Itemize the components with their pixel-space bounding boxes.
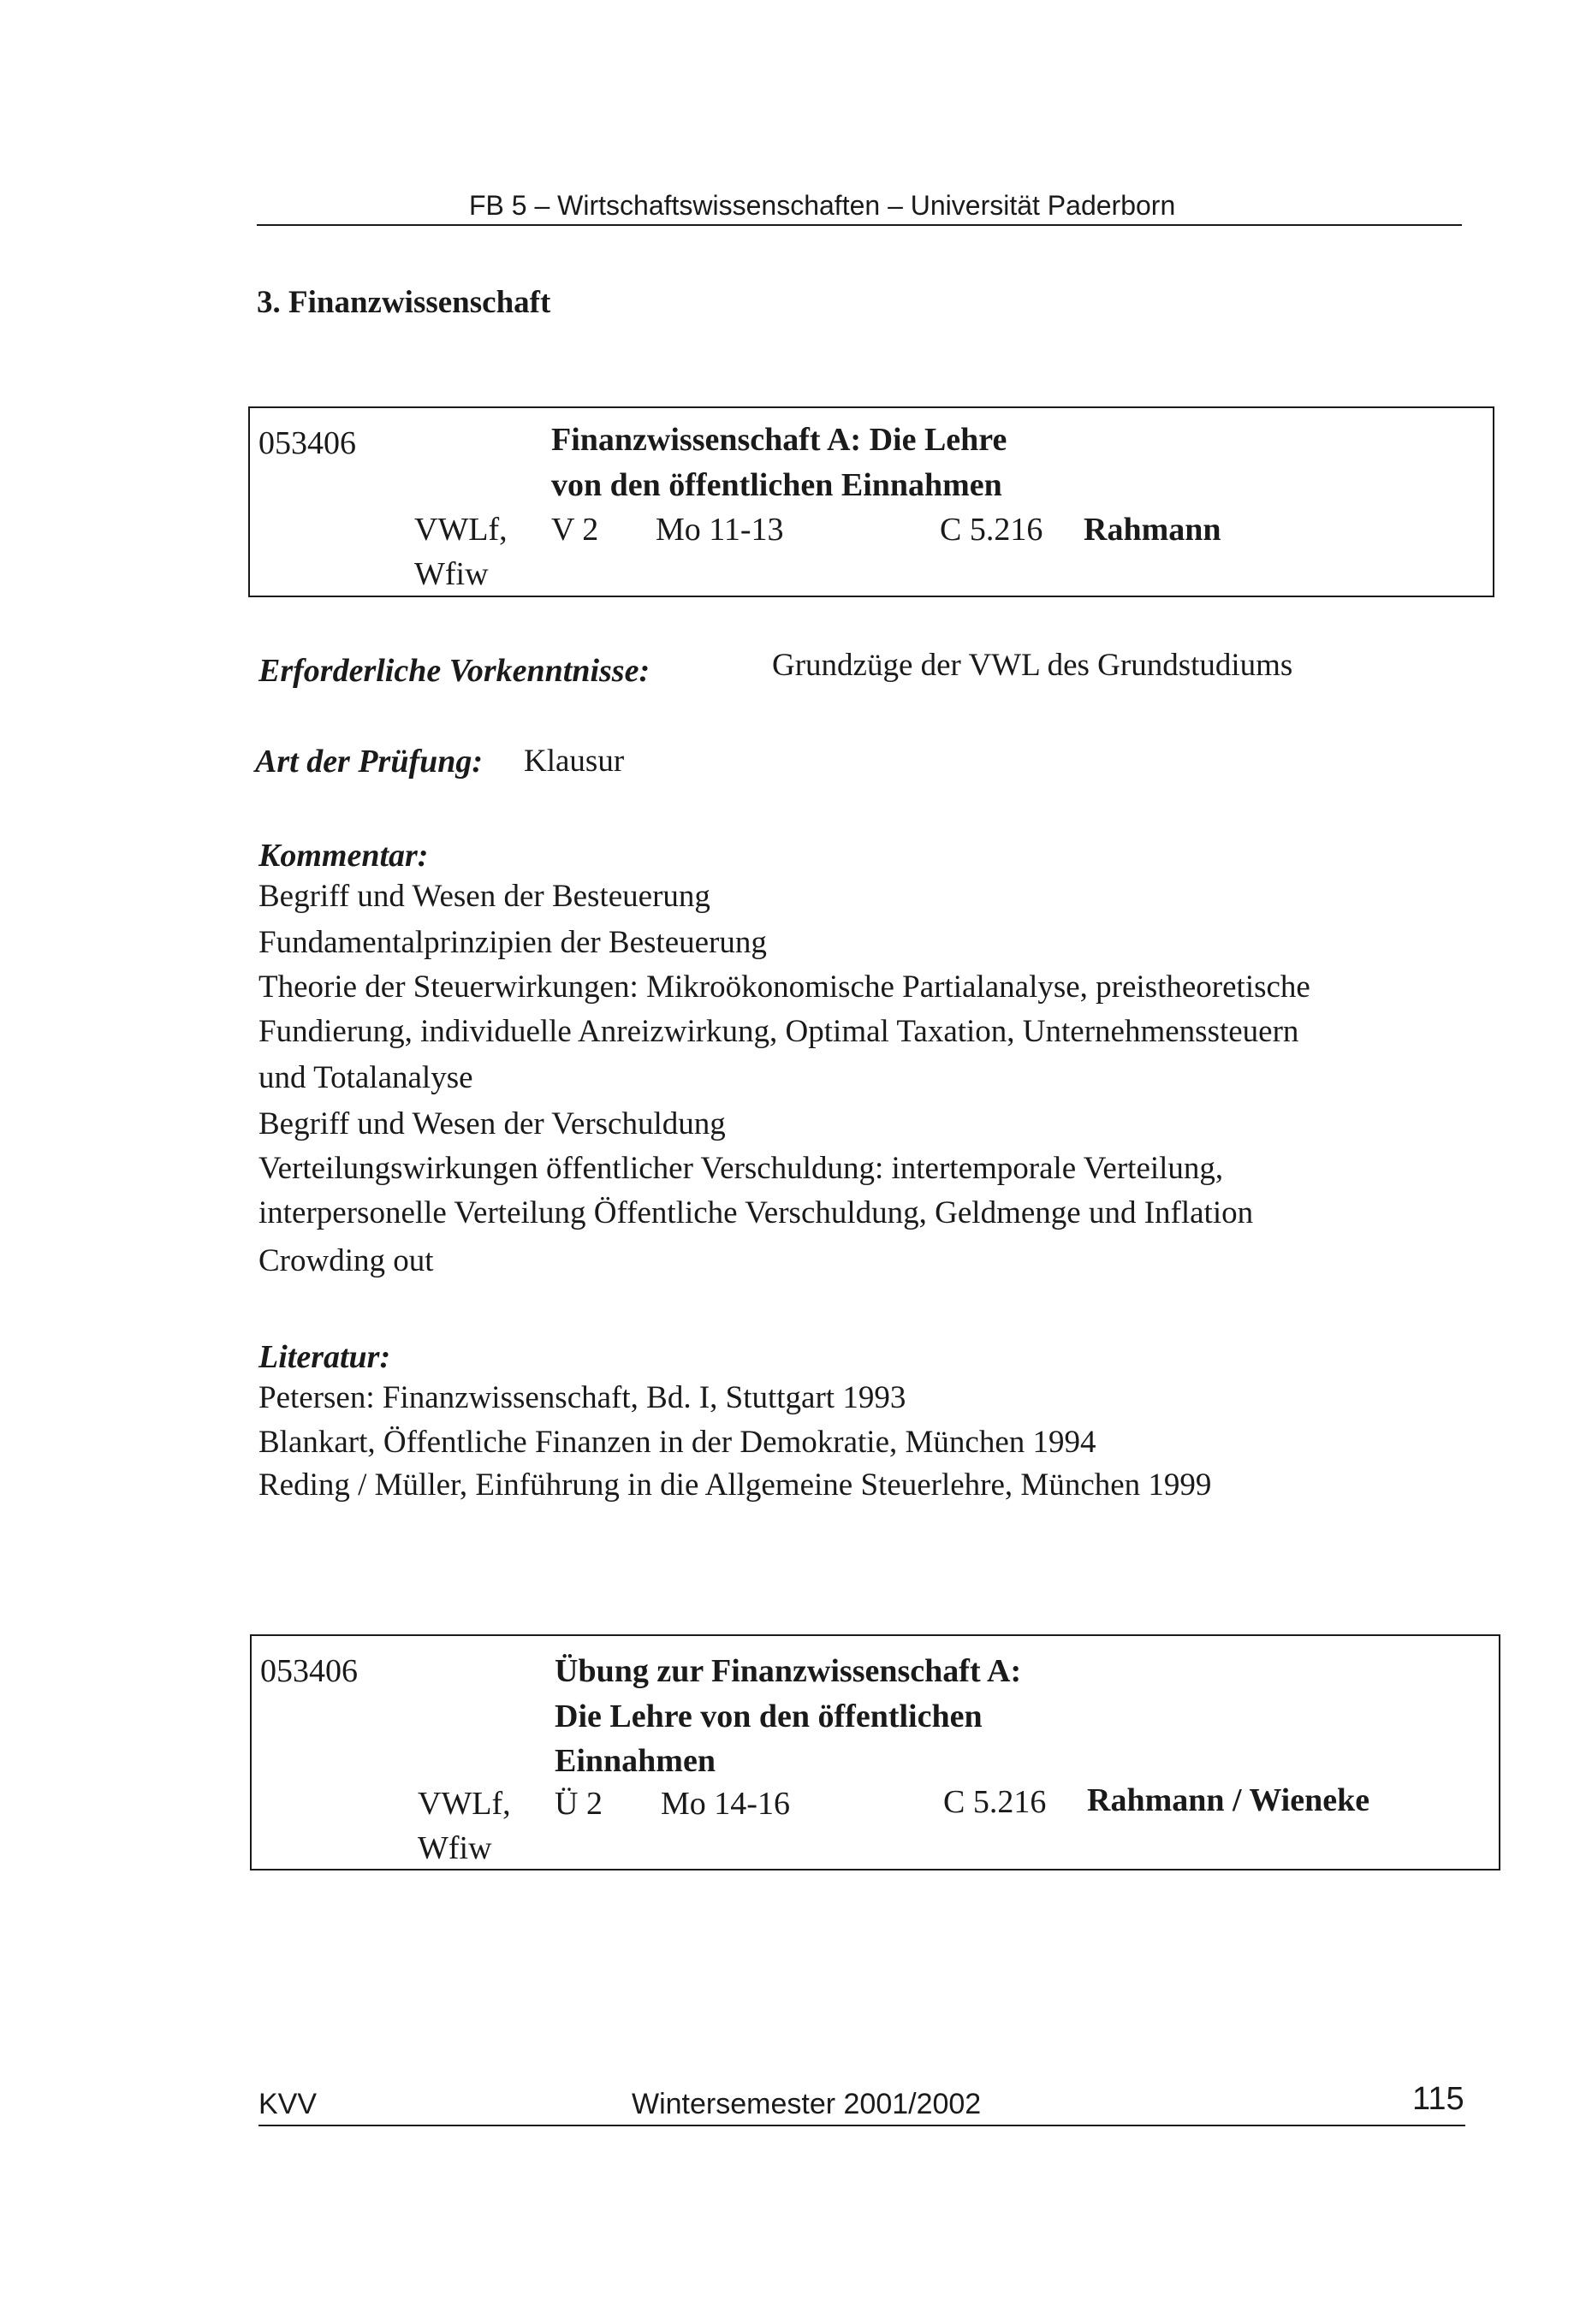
commentary-label: Kommentar: — [258, 838, 429, 874]
course-title-line: Einnahmen — [555, 1743, 716, 1779]
course-program: Wfiw — [414, 556, 489, 592]
commentary-line: Fundierung, individuelle Anreizwirkung, Optimal Taxation, Unternehmenssteuern — [258, 1014, 1299, 1049]
course-number: 053406 — [260, 1653, 358, 1689]
commentary-line: und Totalanalyse — [258, 1060, 473, 1095]
literature-label: Literatur: — [258, 1339, 391, 1375]
commentary-line: Begriff und Wesen der Verschuldung — [258, 1106, 726, 1141]
page-number: 115 — [1412, 2081, 1464, 2117]
course-type: V 2 — [551, 512, 599, 548]
header-rule — [257, 224, 1462, 226]
course-number: 053406 — [258, 425, 356, 461]
course-title-line: Die Lehre von den öffentlichen — [555, 1699, 983, 1734]
course-room: C 5.216 — [940, 512, 1043, 548]
page-header: FB 5 – Wirtschaftswissenschaften – Universität Paderborn — [469, 190, 1176, 221]
course-program: Wfiw — [418, 1830, 492, 1866]
course-box-lecture — [248, 406, 1494, 597]
commentary-line: Verteilungswirkungen öffentlicher Verschuldung: intertemporale Verteilung, — [258, 1151, 1224, 1186]
commentary-line: Theorie der Steuerwirkungen: Mikroökonomische Partialanalyse, preistheoretische — [258, 969, 1310, 1005]
course-title-line: von den öffentlichen Einnahmen — [551, 467, 1002, 503]
footer-semester: Wintersemester 2001/2002 — [632, 2088, 982, 2120]
commentary-line: interpersonelle Verteilung Öffentliche Verschuldung, Geldmenge und Inflation — [258, 1195, 1254, 1230]
commentary-line: Crowding out — [258, 1243, 434, 1278]
section-heading: 3. Finanzwissenschaft — [257, 285, 551, 320]
course-program: VWLf, — [414, 512, 508, 548]
prerequisites-label: Erforderliche Vorkenntnisse: — [258, 653, 650, 689]
course-title-line: Übung zur Finanzwissenschaft A: — [555, 1653, 1022, 1689]
commentary-line: Fundamentalprinzipien der Besteuerung — [258, 925, 767, 960]
literature-line: Petersen: Finanzwissenschaft, Bd. I, Stuttgart 1993 — [258, 1380, 906, 1415]
course-box-exercise — [250, 1634, 1500, 1870]
course-lecturer: Rahmann — [1084, 512, 1221, 548]
exam-label: Art der Prüfung: — [255, 744, 484, 780]
course-title-line: Finanzwissenschaft A: Die Lehre — [551, 422, 1007, 458]
course-room: C 5.216 — [943, 1784, 1047, 1820]
footer-left-text: KVV — [258, 2088, 318, 2120]
exam-value: Klausur — [524, 744, 625, 779]
prerequisites-value: Grundzüge der VWL des Grundstudiums — [772, 648, 1293, 683]
footer-rule — [258, 2125, 1465, 2126]
course-program: VWLf, — [418, 1786, 511, 1822]
course-lecturer: Rahmann / Wieneke — [1087, 1782, 1370, 1818]
course-time: Mo 14-16 — [661, 1786, 790, 1822]
literature-line: Reding / Müller, Einführung in die Allgemeine Steuerlehre, München 1999 — [258, 1467, 1212, 1503]
commentary-line: Begriff und Wesen der Besteuerung — [258, 879, 710, 914]
course-type: Ü 2 — [555, 1786, 603, 1822]
literature-line: Blankart, Öffentliche Finanzen in der Demokratie, München 1994 — [258, 1425, 1096, 1460]
course-time: Mo 11-13 — [656, 512, 784, 548]
